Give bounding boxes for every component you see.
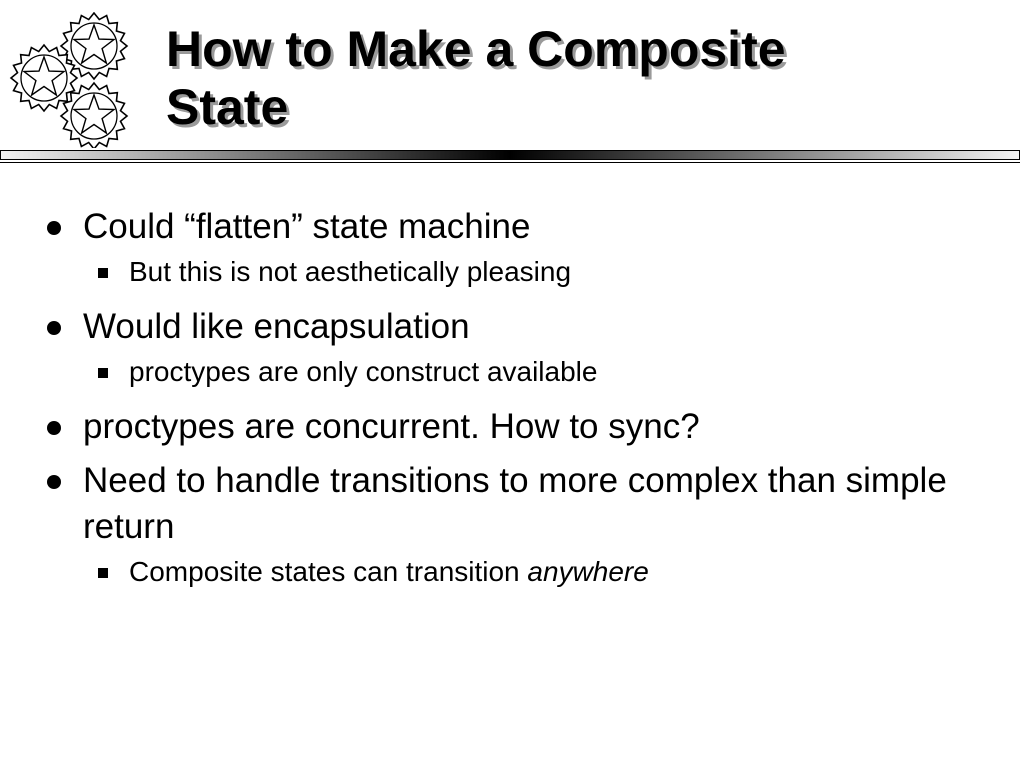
- sub-bullet-text: Composite states can transition: [129, 556, 528, 587]
- bullet-text: Could “flatten” state machine: [83, 207, 531, 246]
- slide-title-line-2: State: [166, 79, 289, 135]
- bullet-item: [0, 458, 983, 550]
- bullet-item: [0, 404, 1000, 450]
- slide-title: [166, 20, 786, 136]
- bullet-text: Would like encapsulation: [83, 307, 470, 346]
- title-divider: [0, 150, 1020, 164]
- sub-bullet-emphasis: anywhere: [527, 556, 649, 587]
- star-badge-icon: [11, 45, 77, 111]
- sub-bullet-text: proctypes are only construct available: [129, 356, 598, 387]
- sub-bullet-item: [0, 254, 1000, 290]
- bullet-item: [0, 304, 1000, 350]
- bullet-text: Need to handle transitions to more complex than simple return: [83, 461, 947, 546]
- stars-cluster-icon: [4, 12, 134, 148]
- bullet-list: [0, 204, 1000, 604]
- bullet-text: proctypes are concurrent. How to sync?: [83, 407, 700, 446]
- slide-title-line-1: How to Make a Composite: [166, 21, 786, 77]
- sub-bullet-item: [0, 354, 1000, 390]
- star-badge-icon: [61, 83, 127, 148]
- sub-bullet-item: [0, 554, 1000, 590]
- bullet-item: [0, 204, 1000, 250]
- sub-bullet-text: But this is not aesthetically pleasing: [129, 256, 572, 287]
